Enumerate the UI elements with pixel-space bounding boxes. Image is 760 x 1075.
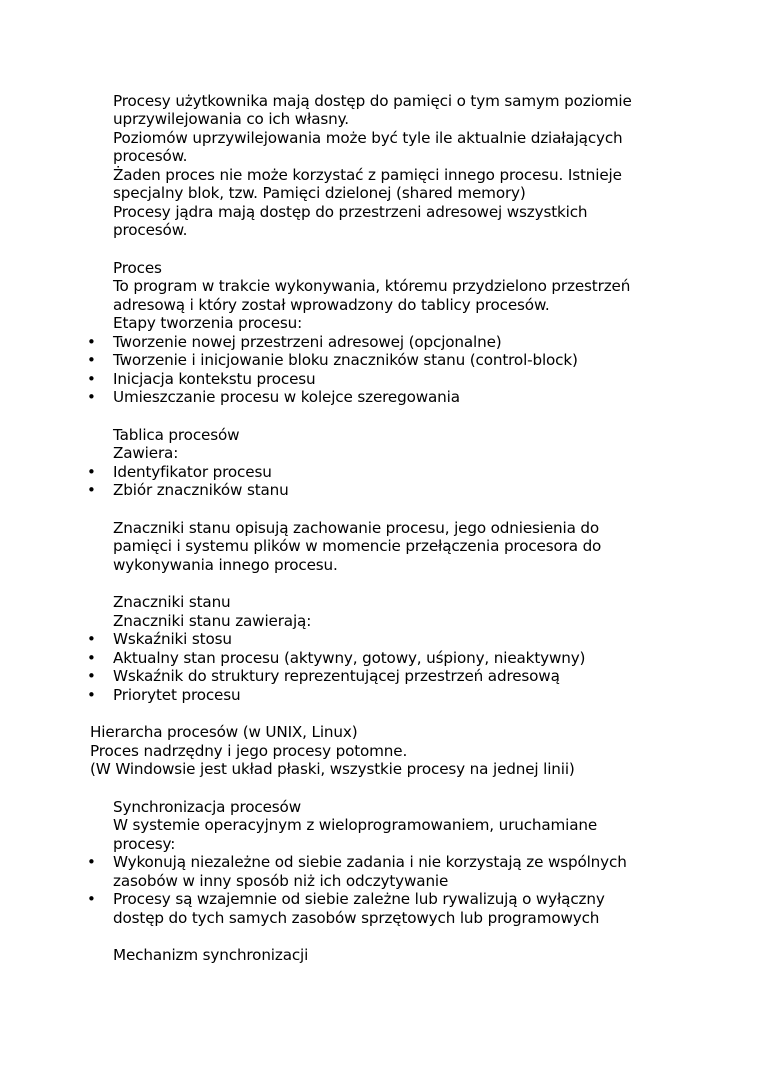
text-line: procesów.: [113, 221, 188, 239]
section-heading: Mechanizm synchronizacji: [113, 946, 309, 964]
text-line: uprzywilejowania co ich własny.: [113, 110, 349, 128]
text-line: wykonywania innego procesu.: [113, 556, 338, 574]
list-item: Aktualny stan procesu (aktywny, gotowy, uśpiony, nieaktywny): [113, 649, 586, 667]
bullet-icon: •: [87, 388, 96, 406]
text-line: pamięci i systemu plików w momencie przełączenia procesora do: [113, 537, 602, 555]
text-line: Znaczniki stanu opisują zachowanie procesu, jego odniesienia do: [113, 519, 600, 537]
list-item: Wykonują niezależne od siebie zadania i nie korzystają ze wspólnych: [113, 853, 627, 871]
list-item: Wskaźniki stosu: [113, 630, 232, 648]
text-line: Proces nadrzędny i jego procesy potomne.: [90, 742, 408, 760]
text-line: specjalny blok, tzw. Pamięci dzielonej (shared memory): [113, 184, 526, 202]
bullet-icon: •: [87, 890, 96, 908]
text-line: procesów.: [113, 147, 188, 165]
bullet-icon: •: [87, 463, 96, 481]
bullet-icon: •: [87, 351, 96, 369]
bullet-icon: •: [87, 333, 96, 351]
section-heading: Proces: [113, 259, 162, 277]
list-item-continuation: zasobów w inny sposób niż ich odczytywanie: [113, 872, 449, 890]
text-line: Poziomów uprzywilejowania może być tyle ile aktualnie działających: [113, 129, 623, 147]
list-item: Priorytet procesu: [113, 686, 241, 704]
list-item: Inicjacja kontekstu procesu: [113, 370, 316, 388]
list-item: Tworzenie nowej przestrzeni adresowej (opcjonalne): [113, 333, 502, 351]
text-line: Procesy użytkownika mają dostęp do pamięci o tym samym poziomie: [113, 92, 632, 110]
text-line: To program w trakcie wykonywania, któremu przydzielono przestrzeń: [113, 277, 631, 295]
text-line: Etapy tworzenia procesu:: [113, 314, 303, 332]
text-line: Procesy jądra mają dostęp do przestrzeni adresowej wszystkich: [113, 203, 588, 221]
list-item: Umieszczanie procesu w kolejce szeregowania: [113, 388, 460, 406]
list-item: Wskaźnik do struktury reprezentującej przestrzeń adresową: [113, 667, 560, 685]
bullet-icon: •: [87, 481, 96, 499]
section-subheading: Znaczniki stanu zawierają:: [113, 612, 312, 630]
text-line: adresową i który został wprowadzony do tablicy procesów.: [113, 296, 550, 314]
list-item: Procesy są wzajemnie od siebie zależne lub rywalizują o wyłączny: [113, 890, 605, 908]
list-item: Identyfikator procesu: [113, 463, 272, 481]
list-item-continuation: dostęp do tych samych zasobów sprzętowych lub programowych: [113, 909, 600, 927]
bullet-icon: •: [87, 853, 96, 871]
bullet-icon: •: [87, 370, 96, 388]
text-line: (W Windowsie jest układ płaski, wszystkie procesy na jednej linii): [90, 760, 575, 778]
bullet-icon: •: [87, 667, 96, 685]
text-line: W systemie operacyjnym z wieloprogramowaniem, uruchamiane: [113, 816, 598, 834]
section-heading: Znaczniki stanu: [113, 593, 231, 611]
list-item: Zbiór znaczników stanu: [113, 481, 289, 499]
bullet-icon: •: [87, 630, 96, 648]
text-line: procesy:: [113, 835, 176, 853]
bullet-icon: •: [87, 686, 96, 704]
text-line: Hierarcha procesów (w UNIX, Linux): [90, 723, 358, 741]
section-subheading: Zawiera:: [113, 444, 179, 462]
bullet-icon: •: [87, 649, 96, 667]
text-line: Żaden proces nie może korzystać z pamięci innego procesu. Istnieje: [113, 166, 622, 184]
section-heading: Synchronizacja procesów: [113, 798, 301, 816]
section-heading: Tablica procesów: [113, 426, 240, 444]
list-item: Tworzenie i inicjowanie bloku znaczników stanu (control-block): [113, 351, 578, 369]
